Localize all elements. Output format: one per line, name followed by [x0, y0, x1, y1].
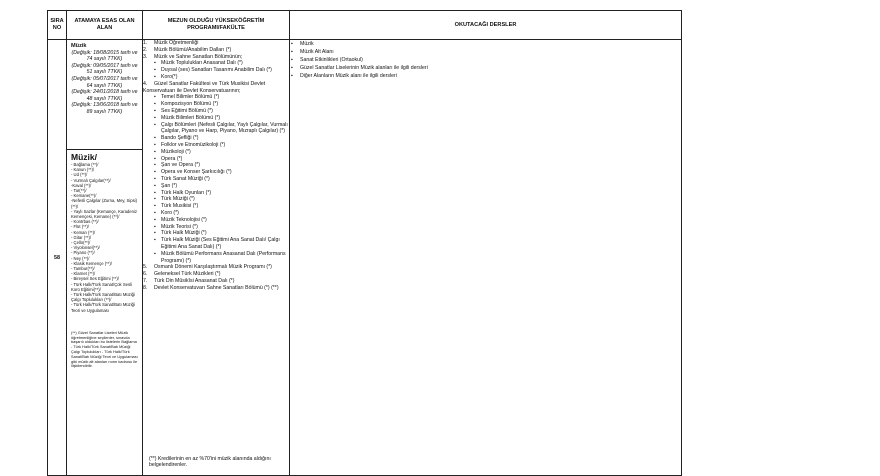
header-program: MEZUN OLDUĞU YÜKSEKÖĞRETİM PROGRAMI/FAKÜLTE: [143, 11, 290, 40]
program-text: Güzel Sanatlar Fakültesi ve Türk Musikisi Devlet Konservatuarı ile Devlet Konservatuarının;: [143, 80, 266, 94]
header-alan: ATAMAYA ESAS OLAN ALAN: [67, 11, 143, 40]
program-text: Müzik Öğretmenliği: [154, 40, 199, 46]
program-text: Müzik Bölümü/Anabilim Dalları (*): [154, 46, 232, 53]
list-item: - Tar(**)/: [71, 188, 87, 194]
alan-top: [67, 40, 142, 149]
ders-item: ▪ Müzik Alt Alanı: [290, 48, 681, 56]
list-item: - Ud (**)/: [71, 172, 88, 178]
list-item: - Keman (**)/: [71, 229, 96, 235]
header-row: [48, 11, 682, 40]
program-item: [143, 278, 289, 285]
program-subitem: ▪ Türk Halk Oyunları (*): [143, 190, 289, 197]
program-subitem: ▪ Müzik Teknolojisi (*): [143, 217, 289, 224]
program-item: [143, 285, 289, 292]
ders-item: ▪ Diğer Alanların Müzik alanı ile ilgili dersleri: [290, 72, 681, 80]
list-item: -Nefesli Çalgılar (Zurna, Mey, Sipsi) (**)/: [71, 198, 138, 209]
program-subitem: ▪ Temel Bilimler Bölümü (*): [143, 94, 289, 101]
program-subitem: ▪ Çalgı Bölümleri (Nefesli Çalgılar, Yaylı Çalgılar, Vurmalı Çalgılar, Piyano ve Harp, Piyano, Mızraplı Çalgılar) (*): [143, 122, 289, 136]
program-item: [143, 54, 289, 61]
alan2-title: Müzik/: [71, 152, 97, 162]
program-subitem: ▪ Şan (*): [143, 183, 289, 190]
program-subitem: ▪ Türk Musikisi (*): [143, 203, 289, 210]
ders-item: ▪ Sanat Etkinlikleri (Ortaokul): [290, 56, 681, 64]
program-text: Devlet Konservatuvarı Sahne Sanatları Bölümü (*) (**): [154, 284, 279, 291]
program-cell: [143, 40, 290, 476]
list-item: - Vurmalı Çalgılar(**)/: [71, 177, 111, 183]
program-subitem: ▪ Ses Eğitimi Bölümü (*): [143, 108, 289, 115]
program-number: 3.: [143, 53, 148, 60]
program-item: [143, 47, 289, 54]
alan-note: (Değişik: 18/08/2015 tarih ve 74 sayılı TTKK): [71, 49, 138, 63]
program-subitem: ▪ Opera (*): [143, 156, 289, 163]
alan-note: (Değişik: 09/05/2017 tarih ve 51 sayılı TTKK): [71, 62, 138, 76]
program-text: Osmanlı Dönemi Karşılaştırmalı Müzik Programı (*): [154, 264, 272, 271]
list-item: - Yaylı Sazlar (Kemançe, Karadeniz Kemençesi, Kemane) (**)/: [71, 208, 137, 220]
list-item: - Çello(**)/: [71, 240, 91, 246]
program-subitem: ▪ Müzik Bilimleri Bölümü (*): [143, 115, 289, 122]
program-subitem: ▪ Müzik Teorisi (*): [143, 224, 289, 231]
sira-number: 58: [48, 40, 67, 476]
alan-note: (Değişik: 05/07/2017 tarih ve 64 sayılı TTKK): [71, 75, 138, 89]
program-text: Müzik ve Sahne Sanatları Bölümünün;: [154, 53, 243, 60]
list-item: - Gitar (**)/: [71, 234, 92, 240]
program-text: Türk Din Mûsikîsi Anasanat Dalı (*): [154, 277, 235, 284]
list-item: - Viyolonsel(**)/: [71, 245, 100, 251]
program-subitem: ▪ Folklor ve Etnomüzikoloji (*): [143, 142, 289, 149]
list-item: - Flüt (**)/: [71, 224, 89, 230]
dersler-cell: [290, 40, 682, 476]
program-subitem: ▪ Duysal (ses) Sanatları Tasarımı Anabilim Dalı (*): [143, 67, 289, 74]
program-number: 5.: [143, 264, 148, 271]
program-subitem: ▪ Kompozisyon Bölümü (*): [143, 101, 289, 108]
program-footnote: (**) Kredilerinin en az %70'ini müzik alanında aldığını belgelendirenler.: [149, 455, 271, 469]
list-item: - Bireysel Ses Eğitimi (**)/: [71, 276, 119, 282]
ders-item: ▪ Güzel Sanatlar Liselerinin Müzik alanları ile ilgili dersleri: [290, 64, 681, 72]
program-number: 1.: [143, 40, 148, 46]
list-item: - Klarnet (**)/: [71, 271, 96, 277]
program-item: [143, 264, 289, 271]
alan2-list: [71, 162, 138, 313]
alan2-footnote: (**) Güzel Sanatlar Liseleri Müzik öğretmenliğine seçilenler, sınavda başarılı oldukları bu listelerin Bağlama - Türk Halk/Türk Sanat/Batı Müziği Çalgı Toplulukları - Türk Halk/Türk Sanat/Batı Müziği Teori ve Uygulaması gibi müzik alt alanları norm kadrosu ile ilişkilendirilir.: [71, 329, 138, 369]
list-item: - Klasik Kemençe (**)/: [71, 260, 112, 266]
program-text: Geleneksel Türk Müzikleri (*): [154, 271, 221, 278]
alan-note: (Değişik: 13/06/2018 tarih ve 89 sayılı TTKK): [71, 102, 138, 115]
program-subitem: ▪ Müzikoloji (*): [143, 149, 289, 156]
program-subitem: ▪ Türk Halk Müziği (*): [143, 230, 289, 237]
list-item: - Tambur(**)/: [71, 266, 95, 272]
program-subitem: ▪ Türk Sanat Müziği (*): [143, 176, 289, 183]
program-number: 8.: [143, 284, 148, 291]
appointment-table: [47, 10, 682, 476]
program-subitem: ▪ Müzik Toplulukları Anasanat Dalı (*): [143, 60, 289, 67]
header-dersler: OKUTACAĞI DERSLER: [290, 11, 682, 40]
list-item: - Kanun (**)/: [71, 167, 95, 173]
alan-note: (Değişik: 24/01/2018 tarih ve 48 sayılı TTKK): [71, 89, 138, 102]
program-subitem: ▪ Müzik Bölümü Performans Anasanat Dalı (Performans Programı) (*): [143, 251, 289, 265]
program-number: 6.: [143, 271, 148, 278]
program-subitem: ▪ Koro (*): [143, 210, 289, 217]
header-sira: SIRA NO: [48, 11, 67, 40]
program-number: 4.: [143, 80, 148, 87]
list-item: - Kemane(**)/: [71, 193, 97, 199]
list-item: - Türk Halk/Türk Sanat/Batı Müziği Teori ve Uygulaması: [71, 302, 135, 313]
alan-notes: [71, 50, 138, 116]
table-row: [48, 40, 682, 476]
list-item: - Türk Halk/Türk Sanat/Çok Sesli Koro Eğitimi(**)/: [71, 281, 132, 292]
list-item: - Ney (**)/: [71, 255, 90, 261]
ders-item: ▪ Müzik: [290, 40, 681, 48]
dersler-list: [290, 40, 681, 80]
program-subitem: ▪ Türk Halk Müziği (Ses Eğitimi Ana Sanat Dalı/ Çalgı Eğitimi Ana Sanat Dalı) (*): [143, 237, 289, 251]
program-item: [143, 40, 289, 47]
program-list: [143, 40, 289, 291]
alan-title: Müzik: [71, 43, 87, 49]
program-subitem: ▪ Türk Müziği (*): [143, 196, 289, 203]
program-subitem: ▪ Koro(*): [143, 74, 289, 81]
program-subitem: ▪ Şan ve Opera (*): [143, 162, 289, 169]
list-item: -Kaval (**)/: [71, 182, 92, 188]
list-item: - Piyano (**)/: [71, 250, 95, 256]
program-number: 7.: [143, 277, 148, 284]
program-subitem: ▪ Bando Şefliği (*): [143, 135, 289, 142]
list-item: - Kontrbas (**)/: [71, 219, 99, 225]
program-number: 2.: [143, 46, 148, 53]
alan-bottom: [67, 149, 142, 371]
alan-cell: [67, 40, 143, 476]
list-item: - Türk Halk/Türk Sanat/Batı Müziği Çalgı Toplulukları (**)/: [71, 292, 135, 303]
list-item: - Bağlama (**)/: [71, 162, 99, 167]
program-item: [143, 81, 289, 95]
program-item: [143, 271, 289, 278]
program-subitem: ▪ Opera ve Konser Şarkıcılığı (*): [143, 169, 289, 176]
